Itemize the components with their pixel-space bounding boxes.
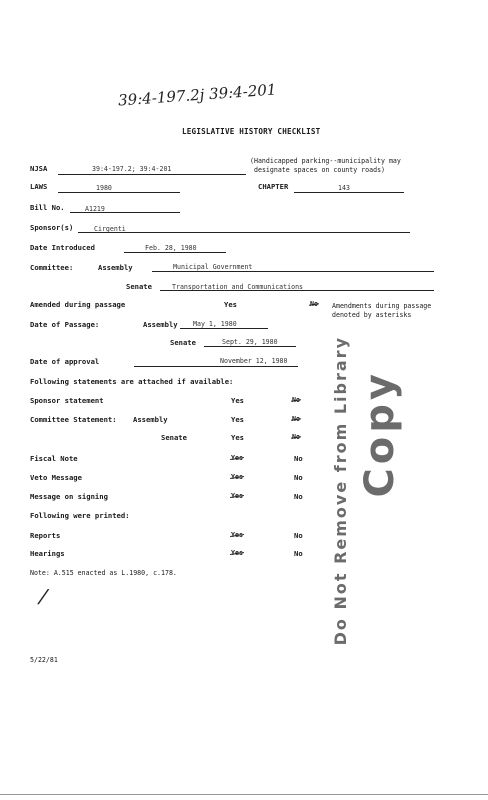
stamp-line2: Do Not Remove from Library	[331, 336, 350, 646]
njsa-underline	[58, 174, 246, 175]
laws-underline	[58, 192, 180, 193]
committee-senate-value: Transportation and Communications	[172, 283, 304, 291]
passage-senate-underline	[204, 346, 296, 347]
attached-heading: Following statements are attached if available:	[30, 377, 234, 386]
committee-statement-senate-yes: Yes	[231, 433, 244, 442]
sponsor-value: Cirgenti	[94, 225, 126, 233]
passage-assembly-label: Assembly	[143, 320, 178, 329]
introduced-label: Date Introduced	[30, 243, 95, 252]
passage-label: Date of Passage:	[30, 320, 100, 329]
handwritten-citation: 39:4-197.2j 39:4-201	[117, 80, 277, 110]
hearings-no: No	[294, 549, 303, 558]
reports-yes-struck: Yes	[231, 531, 243, 539]
committee-assembly-label: Assembly	[98, 263, 133, 272]
stamp-line1: Copy	[357, 370, 403, 498]
amended-label: Amended during passage	[30, 300, 126, 309]
bill-label: Bill No.	[30, 203, 65, 212]
approval-value: November 12, 1980	[220, 357, 288, 365]
page-edge	[0, 794, 488, 795]
committee-statement-assembly-no-struck: No	[292, 415, 300, 423]
committee-statement-assembly-label: Assembly	[133, 415, 168, 424]
committee-statement-assembly-yes: Yes	[231, 415, 244, 424]
bill-underline	[70, 212, 180, 213]
amended-yes: Yes	[224, 300, 237, 309]
fiscal-note-label: Fiscal Note	[30, 454, 78, 463]
fiscal-note-no: No	[294, 454, 303, 463]
sponsor-statement-no-struck: No	[292, 396, 300, 404]
committee-assembly-value: Municipal Government	[173, 263, 253, 271]
message-signing-label: Message on signing	[30, 492, 108, 501]
committee-senate-label: Senate	[126, 282, 152, 291]
passage-assembly-value: May 1, 1980	[193, 320, 237, 328]
hearings-label: Hearings	[30, 549, 65, 558]
committee-label: Committee:	[30, 263, 74, 272]
committee-assembly-underline	[152, 271, 434, 272]
passage-senate-value: Sept. 29, 1980	[222, 338, 278, 346]
printed-heading: Following were printed:	[30, 511, 130, 520]
njsa-label: NJSA	[30, 164, 48, 173]
chapter-label: CHAPTER	[258, 182, 289, 191]
passage-senate-label: Senate	[170, 338, 196, 347]
committee-senate-underline	[160, 290, 434, 291]
approval-underline	[134, 366, 298, 367]
veto-message-no: No	[294, 473, 303, 482]
chapter-value: 143	[338, 184, 350, 192]
enactment-note: Note: A.515 enacted as L.1980, c.178.	[30, 569, 177, 577]
sponsor-underline	[78, 232, 410, 233]
committee-statement-senate-label: Senate	[161, 433, 187, 442]
chapter-underline	[294, 192, 404, 193]
amended-no-struck: No	[310, 300, 318, 308]
reports-no: No	[294, 531, 303, 540]
veto-message-yes-struck: Yes	[231, 473, 243, 481]
bill-value: A1219	[85, 205, 105, 213]
amended-note-2: denoted by asterisks	[332, 311, 412, 319]
approval-label: Date of approval	[30, 357, 100, 366]
introduced-underline	[124, 252, 226, 253]
reports-label: Reports	[30, 531, 61, 540]
footer-code: 5/22/81	[30, 656, 58, 664]
njsa-value: 39:4-197.2; 39:4-201	[92, 165, 172, 173]
njsa-description-1: (Handicapped parking--municipality may	[250, 157, 401, 165]
page-title: LEGISLATIVE HISTORY CHECKLIST	[182, 127, 321, 136]
sponsor-statement-yes: Yes	[231, 396, 244, 405]
sponsor-label: Sponsor(s)	[30, 223, 74, 232]
njsa-description-2: designate spaces on county roads)	[254, 166, 386, 174]
amended-note-1: Amendments during passage	[332, 302, 432, 310]
passage-assembly-underline	[180, 328, 268, 329]
hearings-yes-struck: Yes	[231, 549, 243, 557]
laws-label: LAWS	[30, 182, 48, 191]
handwritten-mark: /	[38, 583, 49, 609]
veto-message-label: Veto Message	[30, 473, 82, 482]
fiscal-note-yes-struck: Yes	[231, 454, 243, 462]
committee-statement-label: Committee Statement:	[30, 415, 117, 424]
laws-value: 1980	[96, 184, 112, 192]
sponsor-statement-label: Sponsor statement	[30, 396, 104, 405]
message-signing-no: No	[294, 492, 303, 501]
committee-statement-senate-no-struck: No	[292, 433, 300, 441]
introduced-value: Feb. 28, 1980	[145, 244, 197, 252]
message-signing-yes-struck: Yes	[231, 492, 243, 500]
